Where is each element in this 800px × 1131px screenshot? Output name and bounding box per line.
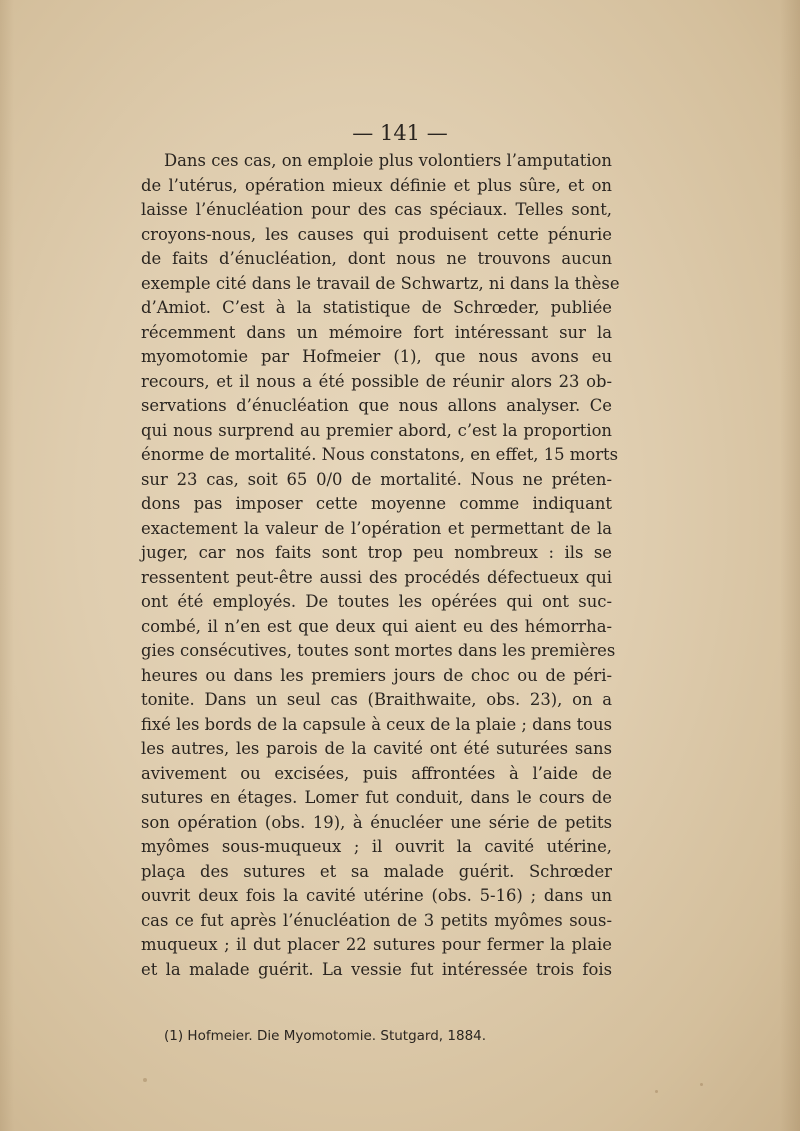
text-line: récemment dans un mémoire fort intéressant sur la xyxy=(141,322,612,342)
page-edge-left xyxy=(0,0,14,1131)
text-line: exemple cité dans le travail de Schwartz, ni dans la thèse xyxy=(141,273,620,293)
text-line: qui nous surprend au premier abord, c’est la proportion xyxy=(141,420,612,440)
text-line: et la malade guérit. La vessie fut intéressée trois fois xyxy=(141,959,612,979)
text-line: ouvrit deux fois la cavité utérine (obs. 5-16) ; dans un xyxy=(141,886,612,905)
text-line: tonite. Dans un seul cas (Braithwaite, obs. 23), on a xyxy=(141,690,612,709)
text-line: Dans ces cas, on emploie plus volontiers l’amputation xyxy=(164,151,612,170)
text-line: ont été employés. De toutes les opérées qui ont suc- xyxy=(141,592,612,611)
page-edge-right xyxy=(780,0,800,1131)
footnote: (1) Hofmeier. Die Myomotomie. Stutgard, 1884. xyxy=(164,1028,487,1044)
text-line: myomotomie par Hofmeier (1), que nous avons eu xyxy=(141,347,612,366)
text-line: dons pas imposer cette moyenne comme indiquant xyxy=(141,494,612,513)
text-line: croyons-nous, les causes qui produisent cette pénurie xyxy=(141,224,612,244)
text-line: énorme de mortalité. Nous constatons, en effet, 15 morts xyxy=(141,445,619,464)
paper-spot xyxy=(700,1083,703,1086)
text-line: cas ce fut après l’énucléation de 3 petits myômes sous- xyxy=(141,910,612,930)
text-line: recours, et il nous a été possible de réunir alors 23 ob- xyxy=(141,371,612,391)
text-line: de faits d’énucléation, dont nous ne trouvons aucun xyxy=(141,249,612,268)
text-line: d’Amiot. C’est à la statistique de Schrœder, publiée xyxy=(141,298,612,317)
body-text xyxy=(141,149,620,982)
text-line: sutures en étages. Lomer fut conduit, dans le cours de xyxy=(141,788,612,807)
text-line: ressentent peut-être aussi des procédés défectueux qui xyxy=(141,567,612,587)
text-line: muqueux ; il dut placer 22 sutures pour fermer la plaie xyxy=(141,935,612,954)
text-line: avivement ou excisées, puis affrontées à l’aide de xyxy=(141,763,612,783)
text-line: combé, il n’en est que deux qui aient eu des hémorrha- xyxy=(141,616,612,636)
text-line: son opération (obs. 19), à énucléer une série de petits xyxy=(141,812,612,832)
text-line: de l’utérus, opération mieux définie et plus sûre, et on xyxy=(141,175,612,195)
text-line: myômes sous-muqueux ; il ouvrit la cavité utérine, xyxy=(141,837,612,856)
page-number: — 141 — xyxy=(352,121,448,145)
text-line: fixé les bords de la capsule à ceux de la plaie ; dans tous xyxy=(141,714,612,734)
text-line: les autres, les parois de la cavité ont été suturées sans xyxy=(141,739,612,758)
text-line: laisse l’énucléation pour des cas spéciaux. Telles sont, xyxy=(141,200,612,219)
paper-spot xyxy=(143,1078,147,1082)
text-line: heures ou dans les premiers jours de choc ou de péri- xyxy=(141,665,612,685)
text-line: gies consécutives, toutes sont mortes dans les premières xyxy=(141,641,616,660)
text-line: plaça des sutures et sa malade guérit. Schrœder xyxy=(141,861,612,881)
text-line: servations d’énucléation que nous allons analyser. Ce xyxy=(141,396,612,415)
text-line: exactement la valeur de l’opération et permettant de la xyxy=(141,518,612,538)
text-line: juger, car nos faits sont trop peu nombreux : ils se xyxy=(141,543,612,562)
paper-spot xyxy=(655,1090,658,1093)
text-line: sur 23 cas, soit 65 0/0 de mortalité. Nous ne préten- xyxy=(141,469,612,489)
